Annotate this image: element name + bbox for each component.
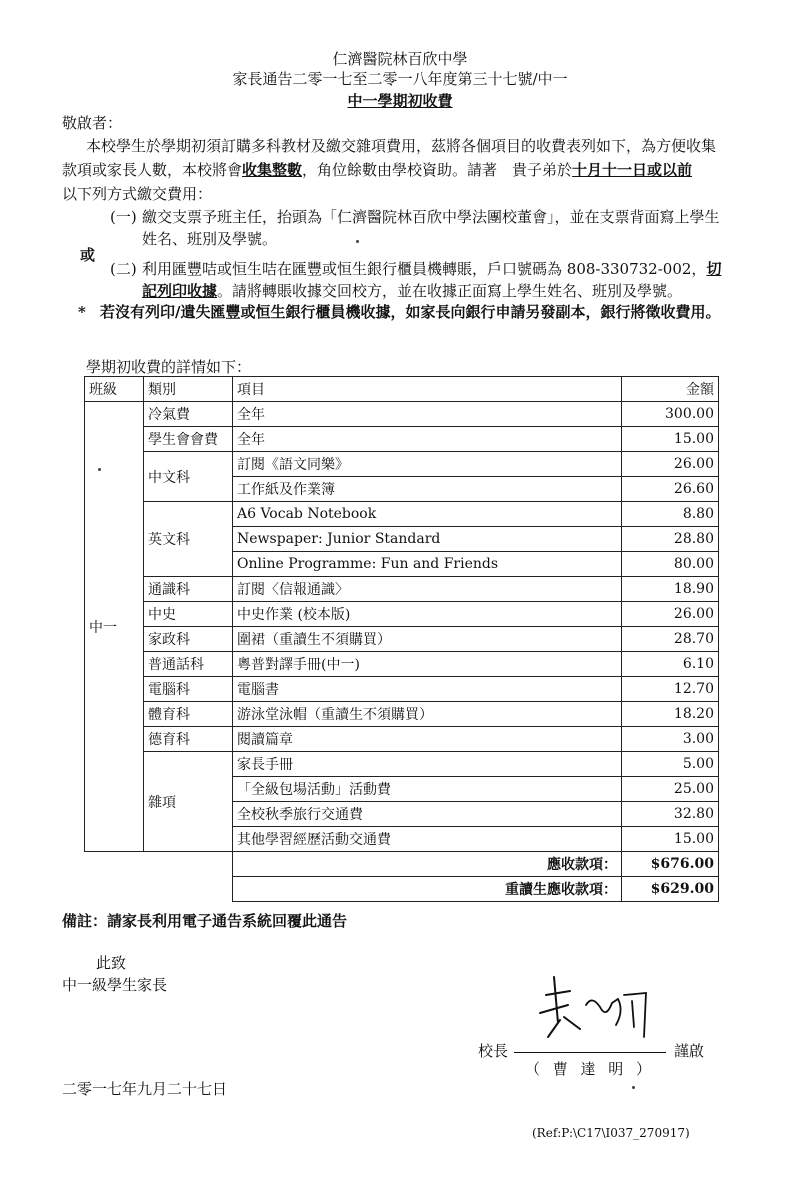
fee-table — [84, 376, 719, 902]
intro-bold1: 收集整數 — [242, 161, 303, 179]
item-cell: Newspaper: Junior Standard — [233, 527, 622, 552]
class-cell: 中一 — [85, 402, 144, 852]
intro-bold2: 十月十一日或以前 — [572, 161, 693, 179]
signature-respect: 謹啟 — [674, 1042, 705, 1060]
blank-cell — [85, 852, 233, 877]
item-cell: 訂閱〈信報通識〉 — [233, 577, 622, 602]
amount-cell: 300.00 — [622, 402, 719, 427]
item-cell: 中史作業 (校本版) — [233, 602, 622, 627]
option-2-text-block — [142, 258, 732, 302]
or-word: 或 — [80, 246, 96, 264]
table-row — [85, 602, 719, 627]
amount-cell: 26.60 — [622, 477, 719, 502]
item-cell: 閱讀篇章 — [233, 727, 622, 752]
item-cell: 其他學習經歷活動交通費 — [233, 827, 622, 852]
table-row — [85, 502, 719, 527]
item-cell: 游泳堂泳帽（重讀生不須購買） — [233, 702, 622, 727]
total-row — [85, 852, 719, 877]
item-cell: 「全級包場活動」活動費 — [233, 777, 622, 802]
scan-speck — [98, 468, 101, 471]
item-cell: 工作紙及作業簿 — [233, 477, 622, 502]
category-cell: 雜項 — [144, 752, 233, 852]
amount-cell: 28.80 — [622, 527, 719, 552]
closing-line1: 此致 — [96, 954, 127, 972]
greeting: 敬啟者： — [62, 114, 123, 132]
reference-code: (Ref:P:\C17\I037_270917) — [532, 1126, 690, 1140]
amount-cell: 80.00 — [622, 552, 719, 577]
header-class: 班級 — [85, 377, 144, 402]
notice-date: 二零一七年九月二十七日 — [62, 1080, 228, 1098]
asterisk: * — [78, 303, 86, 321]
amount-cell: 32.80 — [622, 802, 719, 827]
table-row — [85, 627, 719, 652]
receipt-note — [78, 302, 728, 323]
intro-paragraph — [62, 134, 722, 206]
item-cell: 全年 — [233, 402, 622, 427]
item-cell: 粵普對譯手冊(中一) — [233, 652, 622, 677]
item-cell: 圍裙（重讀生不須購買） — [233, 627, 622, 652]
table-row — [85, 727, 719, 752]
table-row — [85, 577, 719, 602]
category-cell: 學生會會費 — [144, 427, 233, 452]
school-name: 仁濟醫院林百欣中學 — [332, 50, 468, 68]
scan-speck — [632, 1086, 635, 1089]
option-2-number: (二) — [110, 260, 137, 278]
table-row — [85, 402, 719, 427]
option-2-text1: 利用匯豐咭或恒生咭在匯豐或恒生銀行櫃員機轉賬，戶口號碼為 808-330732-002， — [142, 260, 707, 278]
signature-label: 校長 — [478, 1042, 509, 1060]
amount-cell: 26.00 — [622, 602, 719, 627]
amount-cell: 15.00 — [622, 427, 719, 452]
amount-cell: 6.10 — [622, 652, 719, 677]
amount-cell: 18.20 — [622, 702, 719, 727]
table-row — [85, 452, 719, 477]
amount-cell: 15.00 — [622, 827, 719, 852]
table-header-row — [85, 377, 719, 402]
category-cell: 英文科 — [144, 502, 233, 577]
category-cell: 中文科 — [144, 452, 233, 502]
amount-cell: 5.00 — [622, 752, 719, 777]
option-2-text2: 。請將轉賬收據交回校方，並在收據正面寫上學生姓名、班別及學號。 — [217, 282, 683, 300]
blank-cell — [85, 877, 233, 902]
receipt-note-text: 若沒有列印/遺失匯豐或恒生銀行櫃員機收據，如家長向銀行申請另發副本，銀行將徵收費用。 — [100, 303, 721, 321]
scan-speck — [356, 240, 359, 243]
signature-line — [514, 1052, 666, 1053]
amount-cell: 18.90 — [622, 577, 719, 602]
item-cell: 訂閱《語文同樂》 — [233, 452, 622, 477]
repeat-total-label: 重讀生應收款項： — [233, 877, 622, 902]
table-row — [85, 702, 719, 727]
amount-cell: 3.00 — [622, 727, 719, 752]
category-cell: 電腦科 — [144, 677, 233, 702]
category-cell: 冷氣費 — [144, 402, 233, 427]
option-1-number: (一) — [110, 208, 137, 226]
item-cell: 全年 — [233, 427, 622, 452]
payment-option-1 — [112, 206, 732, 250]
amount-cell: 12.70 — [622, 677, 719, 702]
category-cell: 體育科 — [144, 702, 233, 727]
principal-name: （ 曹 達 明 ） — [524, 1060, 656, 1078]
notice-subject: 中一學期初收費 — [347, 92, 453, 110]
category-cell: 中史 — [144, 602, 233, 627]
total-amount: $676.00 — [622, 852, 719, 877]
total-label: 應收款項： — [233, 852, 622, 877]
item-cell: 全校秋季旅行交通費 — [233, 802, 622, 827]
category-cell: 普通話科 — [144, 652, 233, 677]
remark: 備註：請家長利用電子通告系統回覆此通告 — [62, 912, 348, 930]
table-row — [85, 427, 719, 452]
intro-part1: 本校學生於學期初須訂購多科教材及繳交雜項費用，茲將各個項目的收費表列如下，為方便收集款項或家長人數，本校將會 — [62, 137, 717, 179]
option-2-bold: 切記列印收據 — [142, 260, 722, 300]
item-cell: 家長手冊 — [233, 752, 622, 777]
item-cell: Online Programme: Fun and Friends — [233, 552, 622, 577]
table-row — [85, 677, 719, 702]
intro-part2: ，角位餘數由學校資助。請著 貴子弟於 — [302, 161, 573, 179]
amount-cell: 25.00 — [622, 777, 719, 802]
repeat-total-row — [85, 877, 719, 902]
header-item: 項目 — [233, 377, 622, 402]
category-cell: 德育科 — [144, 727, 233, 752]
header-category: 類別 — [144, 377, 233, 402]
header-amount: 金額 — [622, 377, 719, 402]
amount-cell: 8.80 — [622, 502, 719, 527]
notice-number: 家長通告二零一七至二零一八年度第三十七號/中一 — [232, 70, 568, 88]
table-intro: 學期初收費的詳情如下： — [86, 358, 252, 376]
category-cell: 家政科 — [144, 627, 233, 652]
amount-cell: 28.70 — [622, 627, 719, 652]
closing-line2: 中一級學生家長 — [62, 976, 168, 994]
intro-part3: 以下列方式繳交費用： — [62, 185, 213, 203]
payment-option-2 — [112, 258, 732, 302]
category-cell: 通識科 — [144, 577, 233, 602]
table-row — [85, 652, 719, 677]
option-1-text: 繳交支票予班主任，抬頭為「仁濟醫院林百欣中學法團校董會」，並在支票背面寫上學生姓名、班別及學號。 — [142, 208, 720, 248]
table-row — [85, 752, 719, 777]
amount-cell: 26.00 — [622, 452, 719, 477]
item-cell: A6 Vocab Notebook — [233, 502, 622, 527]
repeat-total-amount: $629.00 — [622, 877, 719, 902]
principal-signature — [520, 965, 670, 1055]
item-cell: 電腦書 — [233, 677, 622, 702]
